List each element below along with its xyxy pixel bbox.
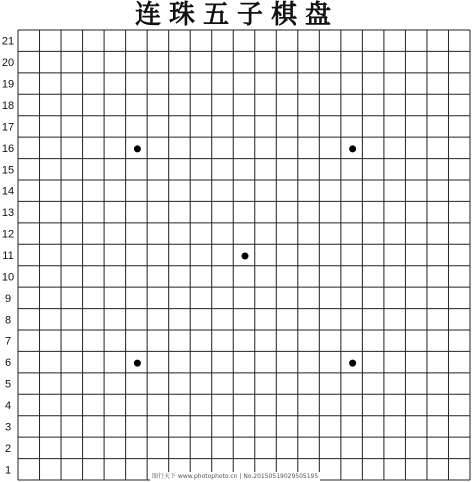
row-label: 17 xyxy=(1,121,15,134)
row-label: 11 xyxy=(2,250,14,262)
star-point xyxy=(349,360,356,367)
row-label: 14 xyxy=(1,185,15,198)
star-point xyxy=(134,360,141,367)
row-label: 5 xyxy=(4,378,12,391)
row-label: 8 xyxy=(4,314,12,327)
row-label: 2 xyxy=(4,442,12,455)
row-label: 18 xyxy=(1,100,15,112)
star-point xyxy=(349,145,356,152)
row-label: 6 xyxy=(4,357,12,370)
row-label: 21 xyxy=(1,35,15,48)
row-label: 10 xyxy=(1,271,15,284)
row-label: 4 xyxy=(4,400,12,412)
page-title: 连珠五子棋盘 xyxy=(134,0,339,30)
star-point xyxy=(242,253,249,260)
watermark-text: 图行天下 www.photophoto.cn | No.20150519029505195 xyxy=(152,473,319,480)
row-label: 16 xyxy=(1,142,15,155)
row-label: 7 xyxy=(4,335,12,348)
row-label: 15 xyxy=(1,164,15,177)
row-label: 1 xyxy=(4,464,12,477)
row-label: 3 xyxy=(4,421,12,434)
row-label: 20 xyxy=(1,57,15,70)
row-label: 12 xyxy=(1,228,15,241)
row-label: 9 xyxy=(4,292,12,305)
row-label: 13 xyxy=(1,207,15,220)
star-point xyxy=(134,145,141,152)
row-label: 19 xyxy=(1,78,15,91)
